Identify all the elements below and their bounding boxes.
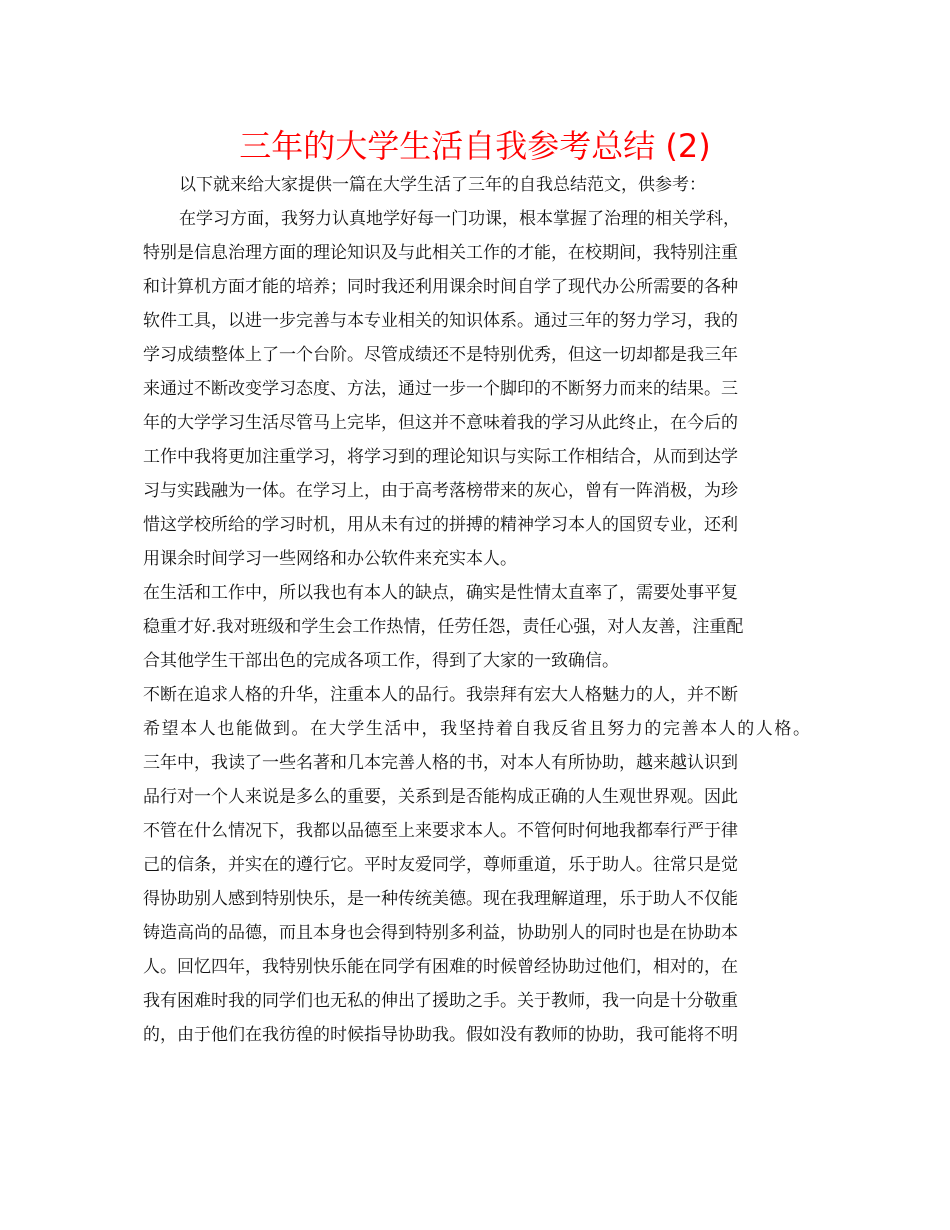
text-line: 以下就来给大家提供一篇在大学生活了三年的自我总结范文，供参考： xyxy=(179,175,706,195)
text-line: 人。回忆四年，我特别快乐能在同学有困难的时候曾经协助过他们，相对的，在 xyxy=(143,957,738,977)
text-line: 用课余时间学习一些网络和办公软件来充实本人。 xyxy=(143,549,517,569)
text-line: 学习成绩整体上了一个台阶。尽管成绩还不是特别优秀，但这一切却都是我三年 xyxy=(143,345,738,365)
text-line: 得协助别人感到特别快乐，是一种传统美德。现在我理解道理，乐于助人不仅能 xyxy=(143,889,738,909)
text-line: 己的信条，并实在的遵行它。平时友爱同学，尊师重道，乐于助人。往常只是觉 xyxy=(143,855,738,875)
text-line: 工作中我将更加注重学习，将学习到的理论知识与实际工作相结合，从而到达学 xyxy=(143,447,738,467)
text-line: 三年中，我读了一些名著和几本完善人格的书，对本人有所协助，越来越认识到 xyxy=(143,753,738,773)
text-line: 来通过不断改变学习态度、方法，通过一步一个脚印的不断努力而来的结果。三 xyxy=(143,379,738,399)
text-line: 品行对一个人来说是多么的重要，关系到是否能构成正确的人生观世界观。因此 xyxy=(143,787,738,807)
text-line: 特别是信息治理方面的理论知识及与此相关工作的才能，在校期间，我特别注重 xyxy=(143,243,738,263)
text-line: 不断在追求人格的升华，注重本人的品行。我崇拜有宏大人格魅力的人，并不断 xyxy=(143,685,738,705)
text-line: 稳重才好.我对班级和学生会工作热情，任劳任怨，责任心强，对人友善，注重配 xyxy=(143,617,744,637)
text-line: 习与实践融为一体。在学习上，由于高考落榜带来的灰心，曾有一阵消极，为珍 xyxy=(143,481,738,501)
text-line: 惜这学校所给的学习时机，用从未有过的拼搏的精神学习本人的国贸专业，还利 xyxy=(143,515,738,535)
text-line: 我有困难时我的同学们也无私的伸出了援助之手。关于教师，我一向是十分敬重 xyxy=(143,991,738,1011)
text-line: 软件工具，以进一步完善与本专业相关的知识体系。通过三年的努力学习，我的 xyxy=(143,311,738,331)
text-line: 年的大学学习生活尽管马上完毕，但这并不意味着我的学习从此终止，在今后的 xyxy=(143,413,738,433)
document-body xyxy=(143,168,810,1052)
text-line: 铸造高尚的品德，而且本身也会得到特别多利益，协助别人的同时也是在协助本 xyxy=(143,923,738,943)
text-line: 在学习方面，我努力认真地学好每一门功课，根本掌握了治理的相关学科， xyxy=(179,209,740,229)
text-line: 合其他学生干部出色的完成各项工作，得到了大家的一致确信。 xyxy=(143,651,619,671)
text-line: 和计算机方面才能的培养；同时我还利用课余时间自学了现代办公所需要的各种 xyxy=(143,277,738,297)
document-title: 三年的大学生活自我参考总结 (2) xyxy=(239,127,711,165)
text-line: 的，由于他们在我彷徨的时候指导协助我。假如没有教师的协助，我可能将不明 xyxy=(143,1025,738,1045)
text-line: 希望本人也能做到。在大学生活中，我坚持着自我反省且努力的完善本人的人格。 xyxy=(143,719,812,739)
text-line: 在生活和工作中，所以我也有本人的缺点，确实是性情太直率了，需要处事平复 xyxy=(143,583,738,603)
text-line: 不管在什么情况下，我都以品德至上来要求本人。不管何时何地我都奉行严于律 xyxy=(143,821,738,841)
